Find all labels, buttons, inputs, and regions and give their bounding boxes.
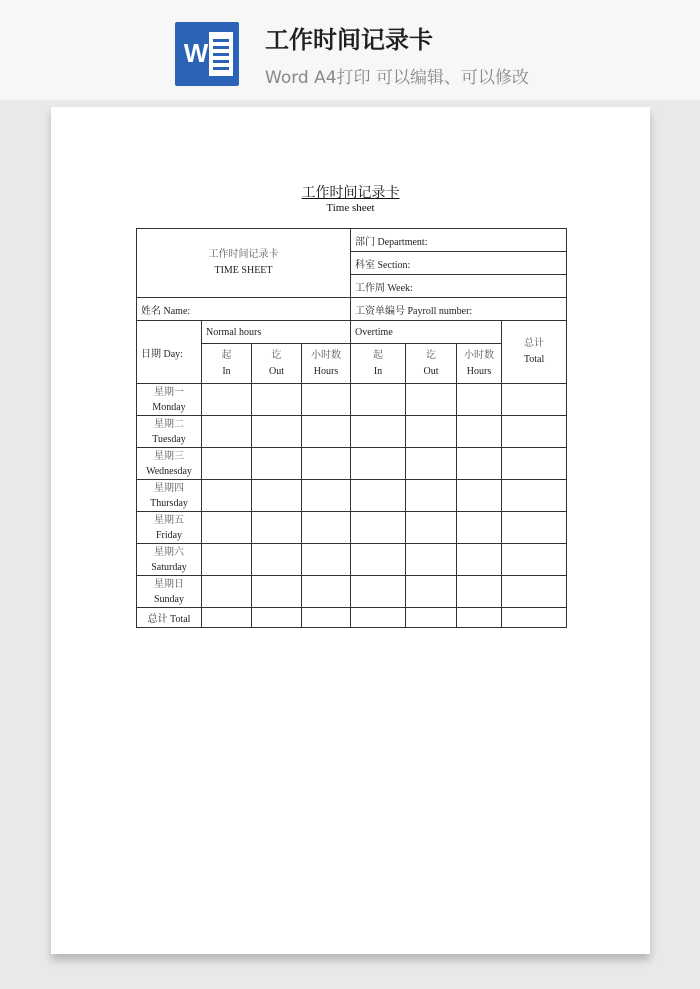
document-title — [51, 182, 650, 202]
column-header-overtime-out: 讫 Out — [406, 344, 457, 384]
day-cell-thursday: 星期四 Thursday — [137, 480, 202, 512]
time-cell[interactable] — [351, 608, 406, 628]
day-cell-sunday: 星期日 Sunday — [137, 576, 202, 608]
time-cell[interactable] — [302, 608, 351, 628]
table-row — [137, 480, 567, 512]
day-cell-tuesday: 星期二 Tuesday — [137, 416, 202, 448]
time-sheet-table — [136, 228, 567, 628]
time-cell[interactable] — [457, 576, 502, 608]
time-cell[interactable] — [406, 576, 457, 608]
time-cell[interactable] — [202, 608, 252, 628]
time-cell[interactable] — [406, 416, 457, 448]
column-header-normal-hours: 小时数 Hours — [302, 344, 351, 384]
time-cell[interactable] — [502, 384, 567, 416]
table-row — [137, 576, 567, 608]
time-cell[interactable] — [252, 384, 302, 416]
time-cell[interactable] — [252, 608, 302, 628]
time-cell[interactable] — [302, 512, 351, 544]
header-title: 工作时间记录卡 — [265, 26, 433, 54]
time-cell[interactable] — [502, 544, 567, 576]
time-cell[interactable] — [406, 512, 457, 544]
table-row — [137, 448, 567, 480]
week-field[interactable]: 工作周 Week: — [351, 275, 567, 298]
time-cell[interactable] — [302, 416, 351, 448]
sheet-header-title-cn: 工作时间记录卡 — [208, 249, 279, 260]
time-cell[interactable] — [502, 576, 567, 608]
day-cell-wednesday: 星期三 Wednesday — [137, 448, 202, 480]
column-header-overtime-hours: 小时数 Hours — [457, 344, 502, 384]
table-row — [137, 544, 567, 576]
time-cell[interactable] — [457, 608, 502, 628]
time-cell[interactable] — [406, 384, 457, 416]
time-cell[interactable] — [406, 448, 457, 480]
word-icon-letter: W — [183, 38, 209, 68]
time-cell[interactable] — [202, 576, 252, 608]
time-cell[interactable] — [252, 544, 302, 576]
payroll-field[interactable]: 工资单编号 Payroll number: — [351, 298, 567, 321]
overtime-header: Overtime — [351, 321, 502, 344]
time-cell[interactable] — [202, 512, 252, 544]
time-cell[interactable] — [202, 384, 252, 416]
document-title-text: 工作时间记录卡 — [301, 185, 400, 201]
sheet-header-title-en: TIME SHEET — [214, 265, 273, 276]
document-page — [51, 107, 650, 954]
total-row — [137, 608, 567, 628]
time-cell[interactable] — [351, 416, 406, 448]
day-label-cell: 日期 Day: — [137, 321, 202, 384]
time-cell[interactable] — [351, 512, 406, 544]
table-row — [137, 384, 567, 416]
total-header — [502, 321, 567, 384]
total-header-cn: 总计 — [524, 338, 545, 349]
time-cell[interactable] — [406, 608, 457, 628]
time-cell[interactable] — [457, 416, 502, 448]
day-cell-friday: 星期五 Friday — [137, 512, 202, 544]
time-cell[interactable] — [406, 480, 457, 512]
time-cell[interactable] — [202, 544, 252, 576]
column-header-overtime-in: 起 In — [351, 344, 406, 384]
time-cell[interactable] — [202, 448, 252, 480]
time-cell[interactable] — [457, 448, 502, 480]
time-cell[interactable] — [302, 544, 351, 576]
name-field[interactable]: 姓名 Name: — [137, 298, 351, 321]
day-cell-monday: 星期一 Monday — [137, 384, 202, 416]
column-header-normal-in: 起 In — [202, 344, 252, 384]
time-cell[interactable] — [406, 544, 457, 576]
sheet-header-cell — [137, 229, 351, 298]
time-cell[interactable] — [351, 544, 406, 576]
time-cell[interactable] — [457, 512, 502, 544]
total-row-label: 总计 Total — [137, 608, 202, 628]
time-cell[interactable] — [302, 384, 351, 416]
time-cell[interactable] — [457, 384, 502, 416]
word-icon — [175, 22, 239, 86]
section-field[interactable]: 科室 Section: — [351, 252, 567, 275]
time-cell[interactable] — [502, 416, 567, 448]
time-cell[interactable] — [351, 384, 406, 416]
time-cell[interactable] — [252, 416, 302, 448]
time-cell[interactable] — [351, 480, 406, 512]
time-cell[interactable] — [351, 576, 406, 608]
total-header-en: Total — [523, 354, 545, 365]
time-cell[interactable] — [202, 416, 252, 448]
time-cell[interactable] — [457, 480, 502, 512]
document-subtitle: Time sheet — [326, 202, 375, 214]
department-field[interactable]: 部门 Department: — [351, 229, 567, 252]
time-cell[interactable] — [457, 544, 502, 576]
time-cell[interactable] — [502, 512, 567, 544]
column-header-normal-out: 讫 Out — [252, 344, 302, 384]
normal-hours-header: Normal hours — [202, 321, 351, 344]
header-subtitle: Word A4打印 可以编辑、可以修改 — [265, 68, 529, 88]
time-cell[interactable] — [302, 448, 351, 480]
table-row — [137, 512, 567, 544]
header-banner — [0, 0, 700, 100]
time-cell[interactable] — [252, 576, 302, 608]
time-cell[interactable] — [252, 480, 302, 512]
time-cell[interactable] — [502, 480, 567, 512]
time-cell[interactable] — [302, 480, 351, 512]
time-cell[interactable] — [252, 448, 302, 480]
time-cell[interactable] — [202, 480, 252, 512]
time-cell[interactable] — [502, 608, 567, 628]
time-cell[interactable] — [252, 512, 302, 544]
table-row — [137, 416, 567, 448]
time-cell[interactable] — [302, 576, 351, 608]
time-cell[interactable] — [351, 448, 406, 480]
time-cell[interactable] — [502, 448, 567, 480]
day-cell-saturday: 星期六 Saturday — [137, 544, 202, 576]
word-icon-page — [209, 32, 233, 76]
